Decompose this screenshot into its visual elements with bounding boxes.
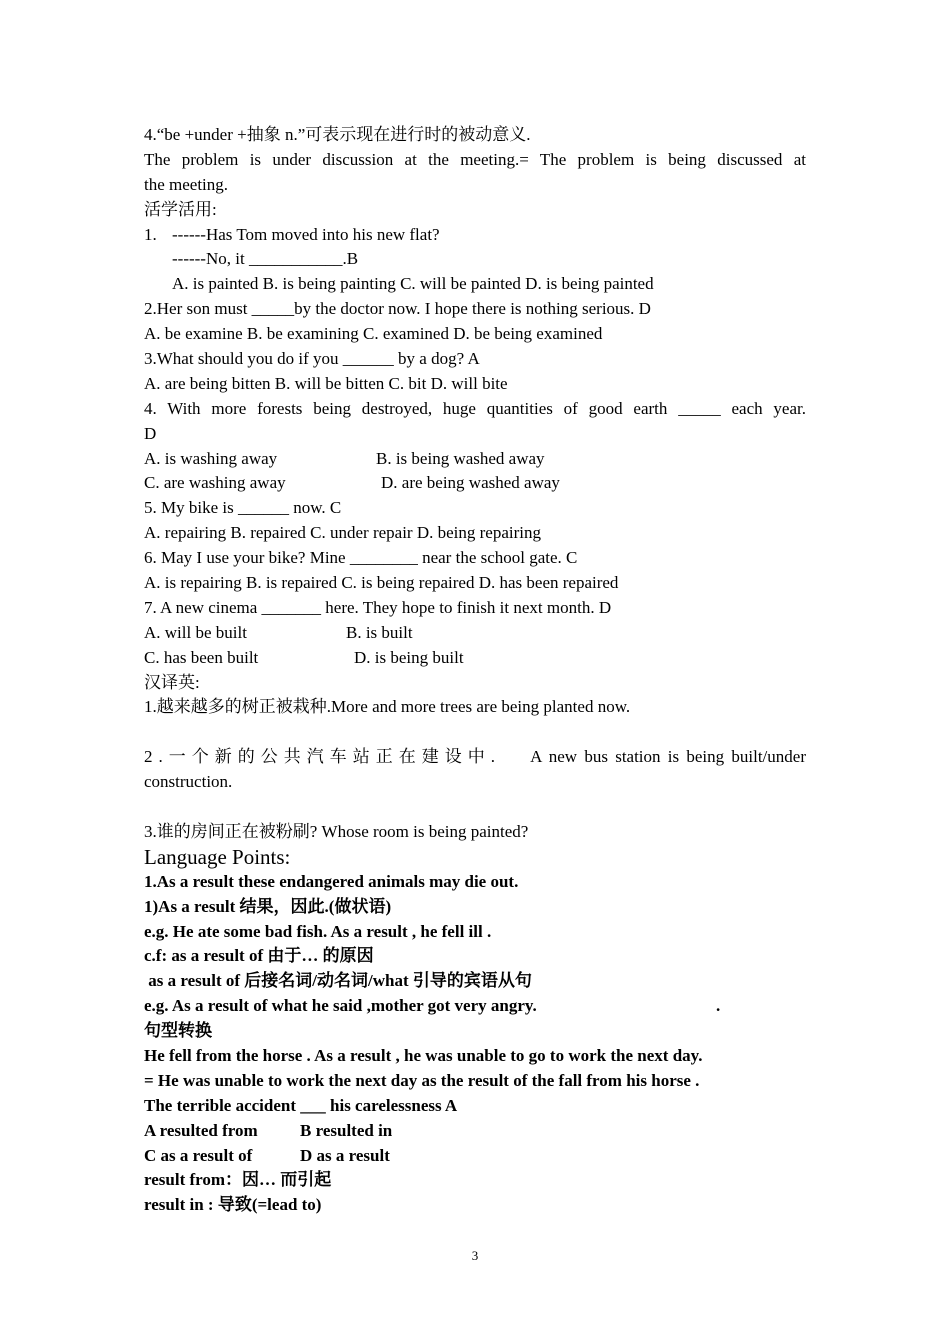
question-6-options: A. is repairing B. is repaired C. is being repaired D. has been repaired bbox=[144, 573, 619, 593]
example-2-trailing-dot: . bbox=[716, 996, 721, 1016]
accident-option-b: B resulted in bbox=[300, 1120, 393, 1140]
question-4-option-b: B. is being washed away bbox=[376, 448, 545, 468]
example-sentence-line1: The problem is under discussion at the meeting.= The problem is being discussed at bbox=[144, 149, 806, 169]
question-4-line1: 4. With more forests being destroyed, huge quantities of good earth _____ each year. bbox=[144, 398, 806, 418]
question-6: 6. May I use your bike? Mine ________ near the school gate. C bbox=[144, 548, 578, 568]
translation-1: 1.越来越多的树正被栽种.More and more trees are being planted now. bbox=[144, 697, 631, 717]
language-point-example-2 bbox=[144, 994, 806, 1019]
question-7: 7. A new cinema _______ here. They hope to finish it next month. D bbox=[144, 597, 612, 617]
sentence-transform-original: He fell from the horse . As a result , he was unable to go to work the next day. bbox=[144, 1045, 703, 1065]
language-point-example-1: e.g. He ate some bad fish. As a result , he fell ill . bbox=[144, 921, 492, 941]
translation-2-english: A new bus station is being built/under bbox=[530, 747, 806, 767]
spacer bbox=[144, 795, 806, 820]
question-1-line2: ------No, it ___________.B bbox=[172, 249, 359, 269]
question-4-option-c: C. are washing away bbox=[144, 473, 286, 493]
language-points-heading: Language Points: bbox=[144, 844, 291, 869]
spacer bbox=[144, 720, 806, 745]
example-sentence-line2: the meeting. bbox=[144, 174, 229, 194]
question-1-line1: ------Has Tom moved into his new flat? bbox=[172, 224, 440, 244]
translation-2-chinese: 2.一个新的公共汽车站正在建设中. bbox=[144, 747, 501, 767]
language-point-usage: as a result of 后接名词/动名词/what 引导的宾语从句 bbox=[144, 971, 532, 991]
language-point-definition: 1)As a result 结果，因此.(做状语) bbox=[144, 896, 392, 916]
language-point-compare: c.f: as a result of 由于… 的原因 bbox=[144, 946, 374, 966]
translation-heading: 汉译英: bbox=[144, 672, 200, 692]
question-2: 2.Her son must _____by the doctor now. I hope there is nothing serious. D bbox=[144, 299, 651, 319]
question-7-options-cd bbox=[144, 646, 806, 671]
question-4-options-cd bbox=[144, 471, 806, 496]
question-1 bbox=[144, 223, 806, 248]
question-4-option-d: D. are being washed away bbox=[381, 473, 560, 493]
result-in-definition: result in : 导致(=lead to) bbox=[144, 1195, 322, 1215]
accident-option-c: C as a result of bbox=[144, 1145, 253, 1165]
sentence-transform-heading: 句型转换 bbox=[144, 1021, 212, 1041]
question-2-options: A. be examine B. be examining C. examined D. be being examined bbox=[144, 324, 603, 344]
question-5: 5. My bike is ______ now. C bbox=[144, 498, 342, 518]
question-4-line2: D bbox=[144, 423, 157, 443]
question-7-option-b: B. is built bbox=[346, 622, 413, 642]
question-7-option-a: A. will be built bbox=[144, 622, 247, 642]
translation-2-line2: construction. bbox=[144, 772, 233, 792]
example-2-text: e.g. As a result of what he said ,mother got very angry. bbox=[144, 996, 537, 1016]
question-5-options: A. repairing B. repaired C. under repair D. being repairing bbox=[144, 523, 541, 543]
grammar-rule: 4.“be +under +抽象 n.”可表示现在进行时的被动意义. bbox=[144, 125, 531, 144]
accident-option-d: D as a result bbox=[300, 1145, 390, 1165]
question-3-options: A. are being bitten B. will be bitten C. bit D. will bite bbox=[144, 373, 508, 393]
translation-2-line1 bbox=[144, 745, 806, 770]
question-1-options: A. is painted B. is being painting C. will be painted D. is being painted bbox=[172, 274, 654, 294]
accident-options-ab bbox=[144, 1119, 806, 1144]
question-7-option-d: D. is being built bbox=[354, 647, 464, 667]
page-number: 3 bbox=[471, 1248, 479, 1263]
question-4-options-ab bbox=[144, 447, 806, 472]
question-4-option-a: A. is washing away bbox=[144, 448, 278, 468]
accident-question: The terrible accident ___ his carelessness A bbox=[144, 1095, 458, 1115]
accident-options-cd bbox=[144, 1144, 806, 1169]
sentence-transform-result: = He was unable to work the next day as the result of the fall from his horse . bbox=[144, 1070, 700, 1090]
language-point-sentence: 1.As a result these endangered animals may die out. bbox=[144, 871, 519, 891]
page-content bbox=[144, 123, 806, 1218]
question-1-number: 1. bbox=[144, 224, 157, 244]
question-7-option-c: C. has been built bbox=[144, 647, 259, 667]
result-from-definition: result from：因… 而引起 bbox=[144, 1170, 332, 1190]
accident-option-a: A resulted from bbox=[144, 1120, 258, 1140]
practice-heading: 活学活用: bbox=[144, 199, 217, 219]
question-3: 3.What should you do if you ______ by a dog? A bbox=[144, 349, 480, 369]
question-7-options-ab bbox=[144, 621, 806, 646]
translation-3: 3.谁的房间正在被粉刷? Whose room is being painted? bbox=[144, 821, 529, 841]
